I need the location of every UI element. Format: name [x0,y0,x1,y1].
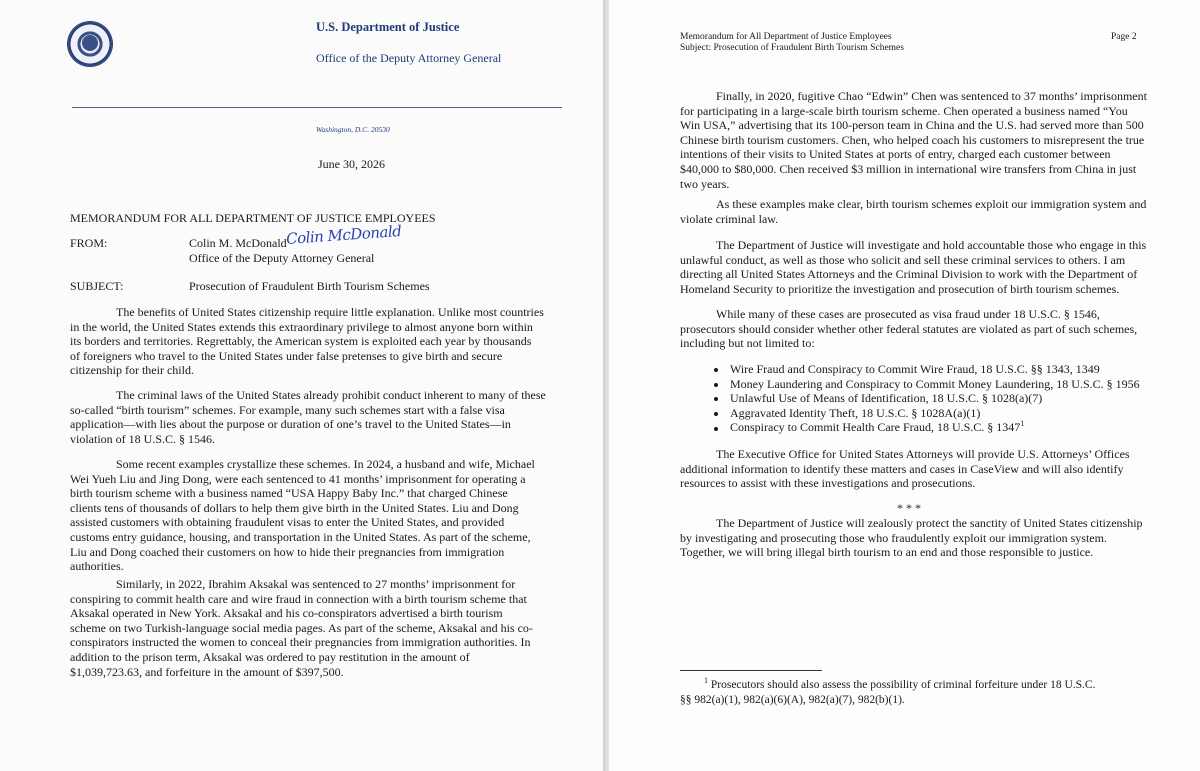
text-line: Liu and Dong coached their customers on how to hide their pregnancies from immigration [70,544,505,559]
text-line: so-called “birth tourism” schemes. For example, many such schemes start with a false visa [70,402,505,417]
text-line: of foreigners who travel to the United States under false pretenses to give birth and secure [70,348,503,363]
text-line: addition to the prison term, Aksakal was ordered to pay restitution in the amount of [70,649,470,664]
text-line: for participating in a large-scale birth tourism scheme. Chen operated a business named “You [680,103,1128,118]
text-line: clients tens of thousands of dollars to help them give birth in the United States. Liu and Dong [70,500,519,515]
text-line: The Department of Justice will zealously protect the sanctity of United States citizenship [716,516,1143,530]
bullet-icon [714,412,718,416]
text-line: prosecutors should consider whether other federal statutes are violated as part of such schemes, [680,321,1138,336]
text-line: $40,000 to $80,000. Chen received $3 million in international wire transfers from China in just [680,161,1137,176]
memo-heading: MEMORANDUM FOR ALL DEPARTMENT OF JUSTICE EMPLOYEES [70,211,436,225]
text-line: in the world, the United States extends this extraordinary privilege to almost anyone born within [70,319,533,334]
paragraph-liu-dong [70,457,535,574]
text-line: While many of these cases are prosecuted as visa fraud under 18 U.S.C. § 1546, [716,307,1100,321]
from-name: Colin M. McDonald [189,236,287,250]
bullet-icon [714,368,718,372]
text-line: Homeland Security to prioritize the investigation and prosecution of birth tourism schemes. [680,281,1120,296]
text-line: its borders and territories. Regrettably, the American system is exploited each year by thousands [70,334,532,349]
text-line: violate criminal law. [680,211,779,226]
text-line: violation of 18 U.S.C. § 1546. [70,431,216,446]
bullet-icon [714,383,718,387]
text-line: resources to assist with these investigations and prosecutions. [680,476,976,491]
list-item [714,362,1144,377]
paragraph-closing [680,516,1143,560]
text-line: application—with lies about the purpose or duration of one’s travel to the United States—in [70,417,511,432]
paragraph-examples [680,197,1147,226]
paragraph-criminal-laws [70,388,546,446]
running-header-line1: Memorandum for All Department of Justice Employees [680,32,892,42]
text-line: Chinese birth tourism customers. Chen, who helped coach his customers to misrepresent the true [680,132,1145,147]
paragraph-eousa [680,447,1138,491]
paragraph-chen [680,89,1147,191]
bullet-icon [714,397,718,401]
text-line: conspiring to commit health care and wire fraud in connection with a birth tourism scheme that [70,591,527,606]
text-line: Finally, in 2020, fugitive Chao “Edwin” Chen was sentenced to 37 months’ imprisonment [716,89,1147,103]
paragraph-citizenship [70,305,544,378]
statute-text: Conspiracy to Commit Health Care Fraud, 18 U.S.C. § 1347 [730,420,1021,435]
statute-text: Wire Fraud and Conspiracy to Commit Wire Fraud, 18 U.S.C. §§ 1343, 1349 [730,362,1100,376]
list-item [714,391,1144,406]
footnote-rule [680,670,822,671]
text-line: §§ 982(a)(1), 982(a)(6)(A), 982(a)(7), 982(b)(1). [680,693,905,706]
text-line: authorities. [70,559,124,574]
text-line: Some recent examples crystallize these schemes. In 2024, a husband and wife, Michael [116,457,535,471]
text-line: intentions of their visits to United States at ports of entry, charged each customer between [680,147,1111,162]
list-item [714,377,1144,392]
text-line: directing all United States Attorneys and the Criminal Division to work with the Department of [680,267,1138,282]
paragraph-aksakal [70,577,533,679]
text-line: Prosecutors should also assess the possibility of criminal forfeiture under 18 U.S.C. [710,679,1096,691]
statute-list [714,362,1144,435]
text-line: Together, we will bring illegal birth tourism to an end and those responsible to justice. [680,545,1094,560]
list-item [714,420,1144,435]
text-line: by investigating and prosecuting those who fraudulently exploit our immigration system. [680,530,1107,545]
letterhead-city: Washington, D.C. 20530 [316,125,390,134]
statute-text: Unlawful Use of Means of Identification, 18 U.S.C. § 1028(a)(7) [730,391,1043,406]
text-line: scheme on two Turkish-language social media pages. As part of the scheme, Aksakal and his co- [70,620,533,635]
footnote-marker: 1 [1020,419,1025,429]
text-line: citizenship for their child. [70,363,194,378]
footnote-number: 1 [704,676,708,686]
text-line: As these examples make clear, birth tourism schemes exploit our immigration system and [716,197,1147,211]
footnote [680,678,1138,707]
from-title: Office of the Deputy Attorney General [189,251,375,265]
text-line: Win USA,” advertising that its 100-person team in China and the U.S. had served more than 500 [680,118,1144,133]
text-line: two years. [680,176,730,191]
bullet-icon [714,427,718,431]
text-line: The Department of Justice will investigate and hold accountable those who engage in this [716,238,1147,252]
text-line: additional information to identify these matters and cases in CaseView and will also identify [680,461,1124,476]
text-line: The benefits of United States citizenship require little explanation. Unlike most countries [116,305,544,319]
paragraph-accountability [680,238,1147,296]
running-header-line2: Subject: Prosecution of Fraudulent Birth Tourism Schemes [680,43,904,53]
text-line: birth tourism scheme with a business named “USA Happy Baby Inc.” that charged Chinese [70,486,508,501]
list-item [714,406,1144,421]
text-line: including but not limited to: [680,336,815,351]
letterhead-department: U.S. Department of Justice [316,20,460,34]
text-line: Wei Yueh Liu and Jing Dong, were each sentenced to 41 months’ imprisonment for operating a [70,471,526,486]
subject-text: Prosecution of Fraudulent Birth Tourism Schemes [189,279,430,293]
letterhead-rule [72,107,562,108]
text-line: conspirators instructed the women to conceal their pregnancies from immigration authorities. In [70,635,531,650]
doj-seal-icon [68,22,112,66]
text-line: customs entry guidance, housing, and transportation in the United States. As part of the scheme, [70,529,531,544]
paragraph-visa-fraud [680,307,1138,351]
statute-text: Money Laundering and Conspiracy to Commit Money Laundering, 18 U.S.C. § 1956 [730,376,1140,391]
text-line: assisted customers with obtaining fraudulent visas to enter the United States, and provided [70,515,505,530]
text-line: Aksakal operated in New York. Aksakal and his co-conspirators advertised a birth tourism [70,606,503,621]
text-line: Similarly, in 2022, Ibrahim Aksakal was sentenced to 27 months’ imprisonment for [116,577,516,591]
text-line: The Executive Office for United States Attorneys will provide U.S. Attorneys’ Offices [716,447,1130,461]
text-line: The criminal laws of the United States already prohibit conduct inherent to many of these [116,388,546,402]
letterhead-office: Office of the Deputy Attorney General [316,51,502,65]
statute-text: Aggravated Identity Theft, 18 U.S.C. § 1028A(a)(1) [730,405,981,420]
signature: Colin McDonald [285,221,402,249]
from-label: FROM: [70,236,108,250]
subject-label: SUBJECT: [70,279,124,293]
text-line: unlawful conduct, as well as those who solicit and sell these criminal services to others. I am [680,252,1126,267]
page-number: Page 2 [1111,32,1137,42]
section-separator: * * * [897,501,921,515]
memo-date: June 30, 2026 [318,157,385,171]
text-line: $1,039,723.63, and forfeiture in the amount of $397,500. [70,664,344,679]
